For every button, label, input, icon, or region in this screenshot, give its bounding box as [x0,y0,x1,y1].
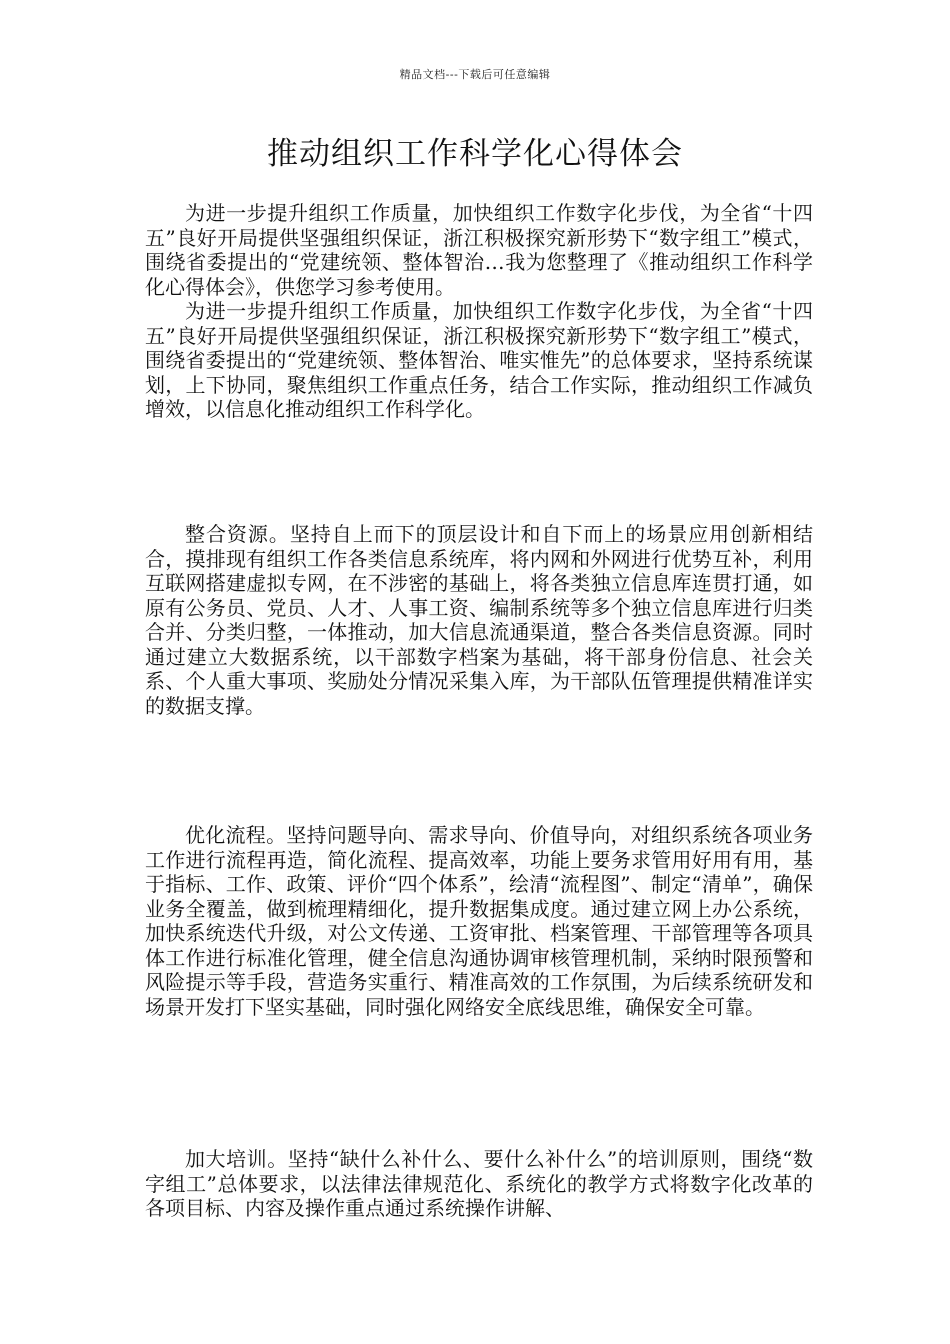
paragraph-optimize-process: 优化流程。坚持问题导向、需求导向、价值导向，对组织系统各项业务工作进行流程再造，简化流程、提高效率，功能上要务求管用好用有用，基于指标、工作、政策、评价“四个体系”，绘清“流程图”、制定“清单”，确保业务全覆盖，做到梳理精细化，提升数据集成度。通过建立网上办公系统，加快系统迭代升级，对公文传递、工资审批、档案管理、干部管理等各项具体工作进行标准化管理，健全信息沟通协调审核管理机制，采纳时限预警和风险提示等手段，营造务实重行、精准高效的工作氛围，为后续系统研发和场景开发打下坚实基础，同时强化网络安全底线思维，确保安全可靠。 [145,823,813,1019]
paragraph-integrate-resources: 整合资源。坚持自上而下的顶层设计和自下而上的场景应用创新相结合，摸排现有组织工作各类信息系统库，将内网和外网进行优势互补，利用互联网搭建虚拟专网，在不涉密的基础上，将各类独立信息库连贯打通，如原有公务员、党员、人才、人事工资、编制系统等多个独立信息库进行归类合并、分类归整，一体推动，加大信息流通渠道，整合各类信息资源。同时通过建立大数据系统，以干部数字档案为基础，将干部身份信息、社会关系、个人重大事项、奖励处分情况采集入库，为干部队伍管理提供精准详实的数据支撑。 [145,522,813,718]
header-note: 精品文档---下载后可任意编辑 [399,68,551,81]
paragraph-overview: 为进一步提升组织工作质量，加快组织工作数字化步伐，为全省“十四五”良好开局提供坚强组织保证，浙江积极探究新形势下“数字组工”模式，围绕省委提出的“党建统领、整体智治、唯实惟先”的总体要求，坚持系统谋划，上下协同，聚焦组织工作重点任务，结合工作实际，推动组织工作减负增效，以信息化推动组织工作科学化。 [145,299,813,421]
document-title: 推动组织工作科学化心得体会 [267,136,683,172]
paragraph-training: 加大培训。坚持“缺什么补什么、要什么补什么”的培训原则，围绕“数字组工”总体要求，以法律法律规范化、系统化的教学方式将数字化改革的各项目标、内容及操作重点通过系统操作讲解、 [145,1147,813,1220]
paragraph-intro: 为进一步提升组织工作质量，加快组织工作数字化步伐，为全省“十四五”良好开局提供坚强组织保证，浙江积极探究新形势下“数字组工”模式，围绕省委提出的“党建统领、整体智治…我为您整理了《推动组织工作科学化心得体会》，供您学习参考使用。 [145,201,813,299]
